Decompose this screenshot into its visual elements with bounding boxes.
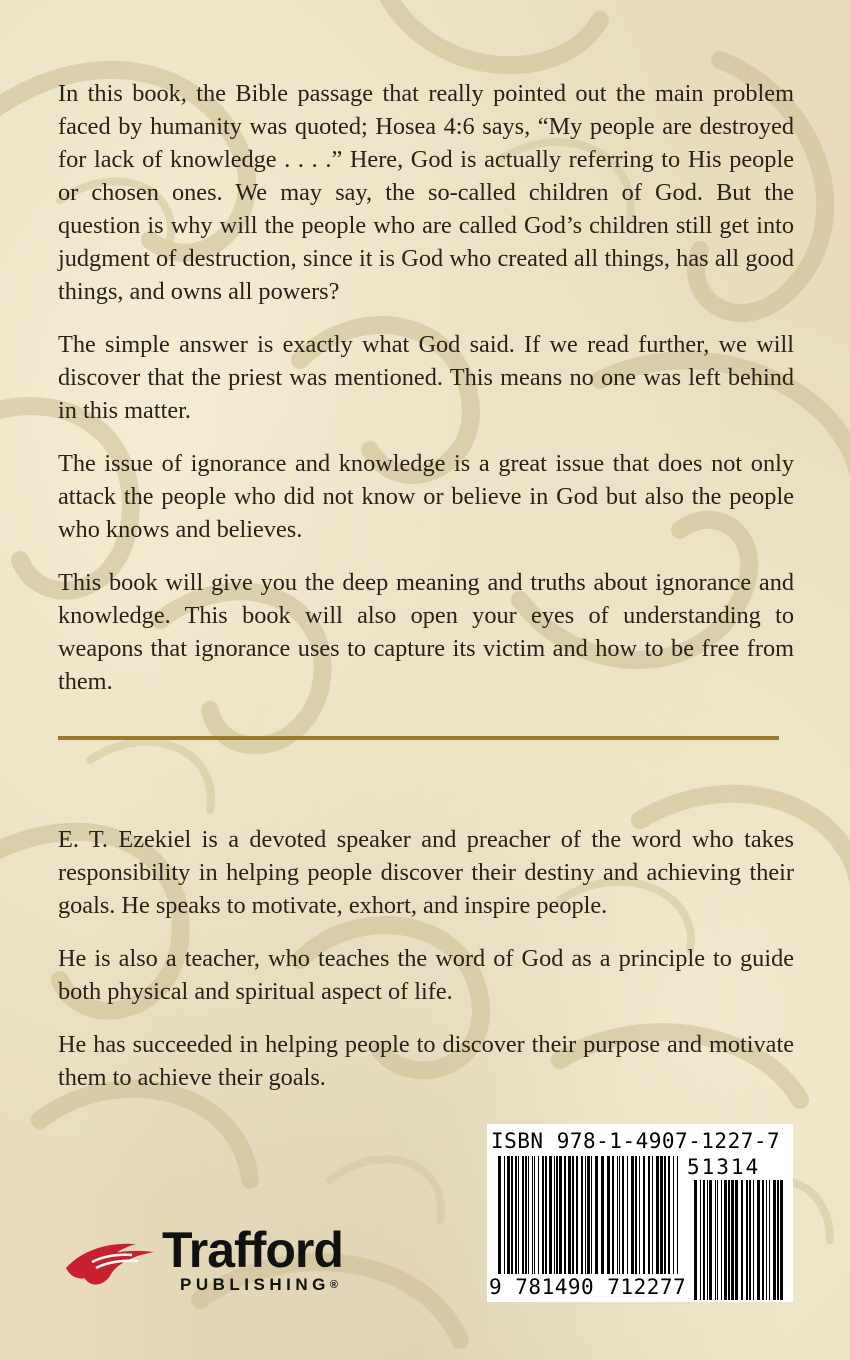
barcode-bar: [538, 1156, 539, 1282]
barcode-bar: [648, 1156, 650, 1282]
barcode-bar: [694, 1180, 697, 1300]
barcode-bar: [554, 1156, 555, 1282]
barcode-bar: [511, 1156, 513, 1282]
barcode-bar: [753, 1180, 754, 1300]
barcode-bar: [635, 1156, 637, 1282]
barcode-bar: [746, 1180, 748, 1300]
barcode-bar: [721, 1180, 722, 1300]
barcode-bar: [652, 1156, 653, 1282]
barcode-bar: [707, 1180, 708, 1300]
bio-paragraph-3: He has succeeded in helping people to discover their purpose and motivate them to achieve their goals.: [58, 1031, 794, 1091]
barcode-bar: [717, 1180, 718, 1300]
barcode-bar: [576, 1156, 578, 1282]
section-divider: [58, 736, 779, 740]
barcode-bar: [498, 1156, 501, 1282]
barcode-bar: [660, 1156, 663, 1282]
barcode-bar: [627, 1156, 628, 1282]
publisher-name: Trafford: [162, 1222, 343, 1278]
barcode-bar: [549, 1156, 552, 1282]
publisher-logo: [62, 1224, 402, 1300]
publisher-subtitle: [180, 1274, 410, 1296]
barcode-bar: [643, 1156, 645, 1282]
blurb-paragraph-2: The simple answer is exactly what God said. If we read further, we will discover that the priest was mentioned. This means no one was left behind in this matter.: [58, 331, 794, 424]
barcode-bar: [504, 1156, 505, 1282]
barcode-bar: [572, 1156, 574, 1282]
blurb-paragraph-3: The issue of ignorance and knowledge is a great issue that does not only attack the people who did not know or believe in God but also the people who knows and believes.: [58, 450, 794, 543]
blurb-paragraph-4: This book will give you the deep meaning and truths about ignorance and knowledge. This book will also open your eyes of understanding to weapons that ignorance uses to capture its victim and how to be free from them.: [58, 569, 794, 695]
price-code: 51314: [687, 1155, 761, 1179]
barcode-bar: [777, 1180, 779, 1300]
barcode-bar: [757, 1180, 760, 1300]
barcode-bar: [715, 1180, 716, 1300]
barcode-bar: [703, 1180, 705, 1300]
barcode-bar: [595, 1156, 598, 1282]
barcode-bar: [780, 1180, 783, 1300]
barcode-bar: [534, 1156, 535, 1282]
barcode-bar: [518, 1156, 519, 1282]
author-bio: [58, 823, 794, 1114]
blurb-paragraph-1: In this book, the Bible passage that really pointed out the main problem faced by humanity was quoted; Hosea 4:6 says, “My people are destroyed for lack of knowledge . . . .” Here, God is actually referring to His people or chosen ones. We may say, the so-called children of God. But the question is why will the people who are called God’s children still get into judgment of destruction, since it is God who created all things, has all good things, and owns all powers?: [58, 80, 794, 305]
barcode-bar: [741, 1180, 743, 1300]
barcode-bar: [677, 1156, 678, 1282]
barcode-bar: [656, 1156, 659, 1282]
barcode-bar: [724, 1180, 727, 1300]
barcode-bar: [515, 1156, 517, 1282]
barcode-bar: [568, 1156, 571, 1282]
barcode-bar: [668, 1156, 670, 1282]
barcode-bar: [709, 1180, 712, 1300]
barcode-bar: [591, 1156, 592, 1282]
barcode-bar: [587, 1156, 590, 1282]
barcode-bar: [773, 1180, 776, 1300]
barcode-bar: [631, 1156, 634, 1282]
barcode-bar: [728, 1180, 730, 1300]
barcode-bar: [769, 1180, 770, 1300]
barcode-bar: [522, 1156, 524, 1282]
barcode-bar: [507, 1156, 510, 1282]
barcode-bar: [532, 1156, 533, 1282]
isbn-text: ISBN 978-1-4907-1227-7: [491, 1129, 781, 1153]
barcode-bar: [762, 1180, 764, 1300]
barcode-bar: [612, 1156, 614, 1282]
barcode-bar: [731, 1180, 734, 1300]
barcode-bar: [556, 1156, 558, 1282]
barcode-bar: [700, 1180, 701, 1300]
barcode-bar: [542, 1156, 544, 1282]
barcode-bar: [525, 1156, 527, 1282]
bio-paragraph-1: E. T. Ezekiel is a devoted speaker and preacher of the word who takes responsibility in helping people discover their destiny and achieving their goals. He speaks to motivate, exhort, and inspire people.: [58, 826, 794, 919]
barcode-bar: [664, 1156, 666, 1282]
barcode-bar: [622, 1156, 624, 1282]
ean-digits: 9 781490 712277: [489, 1274, 689, 1300]
ean-barcode-bars: [497, 1156, 683, 1282]
barcode-bar: [564, 1156, 566, 1282]
publisher-sub-text: PUBLISHING: [180, 1275, 330, 1294]
barcode-bar: [559, 1156, 562, 1282]
barcode-bar: [607, 1156, 610, 1282]
barcode-bar: [617, 1156, 618, 1282]
barcode-bar: [639, 1156, 640, 1282]
open-book-swoosh-icon: [62, 1228, 162, 1290]
barcode-bar: [766, 1180, 767, 1300]
barcode-bar: [528, 1156, 529, 1282]
bio-paragraph-2: He is also a teacher, who teaches the word of God as a principle to guide both physical and spiritual aspect of life.: [58, 945, 794, 1005]
isbn-barcode: [487, 1124, 793, 1302]
barcode-bar: [749, 1180, 751, 1300]
addon-barcode-bars: [693, 1180, 785, 1300]
barcode-bar: [545, 1156, 547, 1282]
barcode-bar: [601, 1156, 604, 1282]
barcode-bar: [585, 1156, 586, 1282]
book-blurb: [58, 77, 794, 718]
barcode-bar: [673, 1156, 674, 1282]
registered-mark: ®: [329, 1279, 338, 1291]
barcode-bar: [619, 1156, 620, 1282]
barcode-bar: [735, 1180, 738, 1300]
barcode-bar: [581, 1156, 583, 1282]
